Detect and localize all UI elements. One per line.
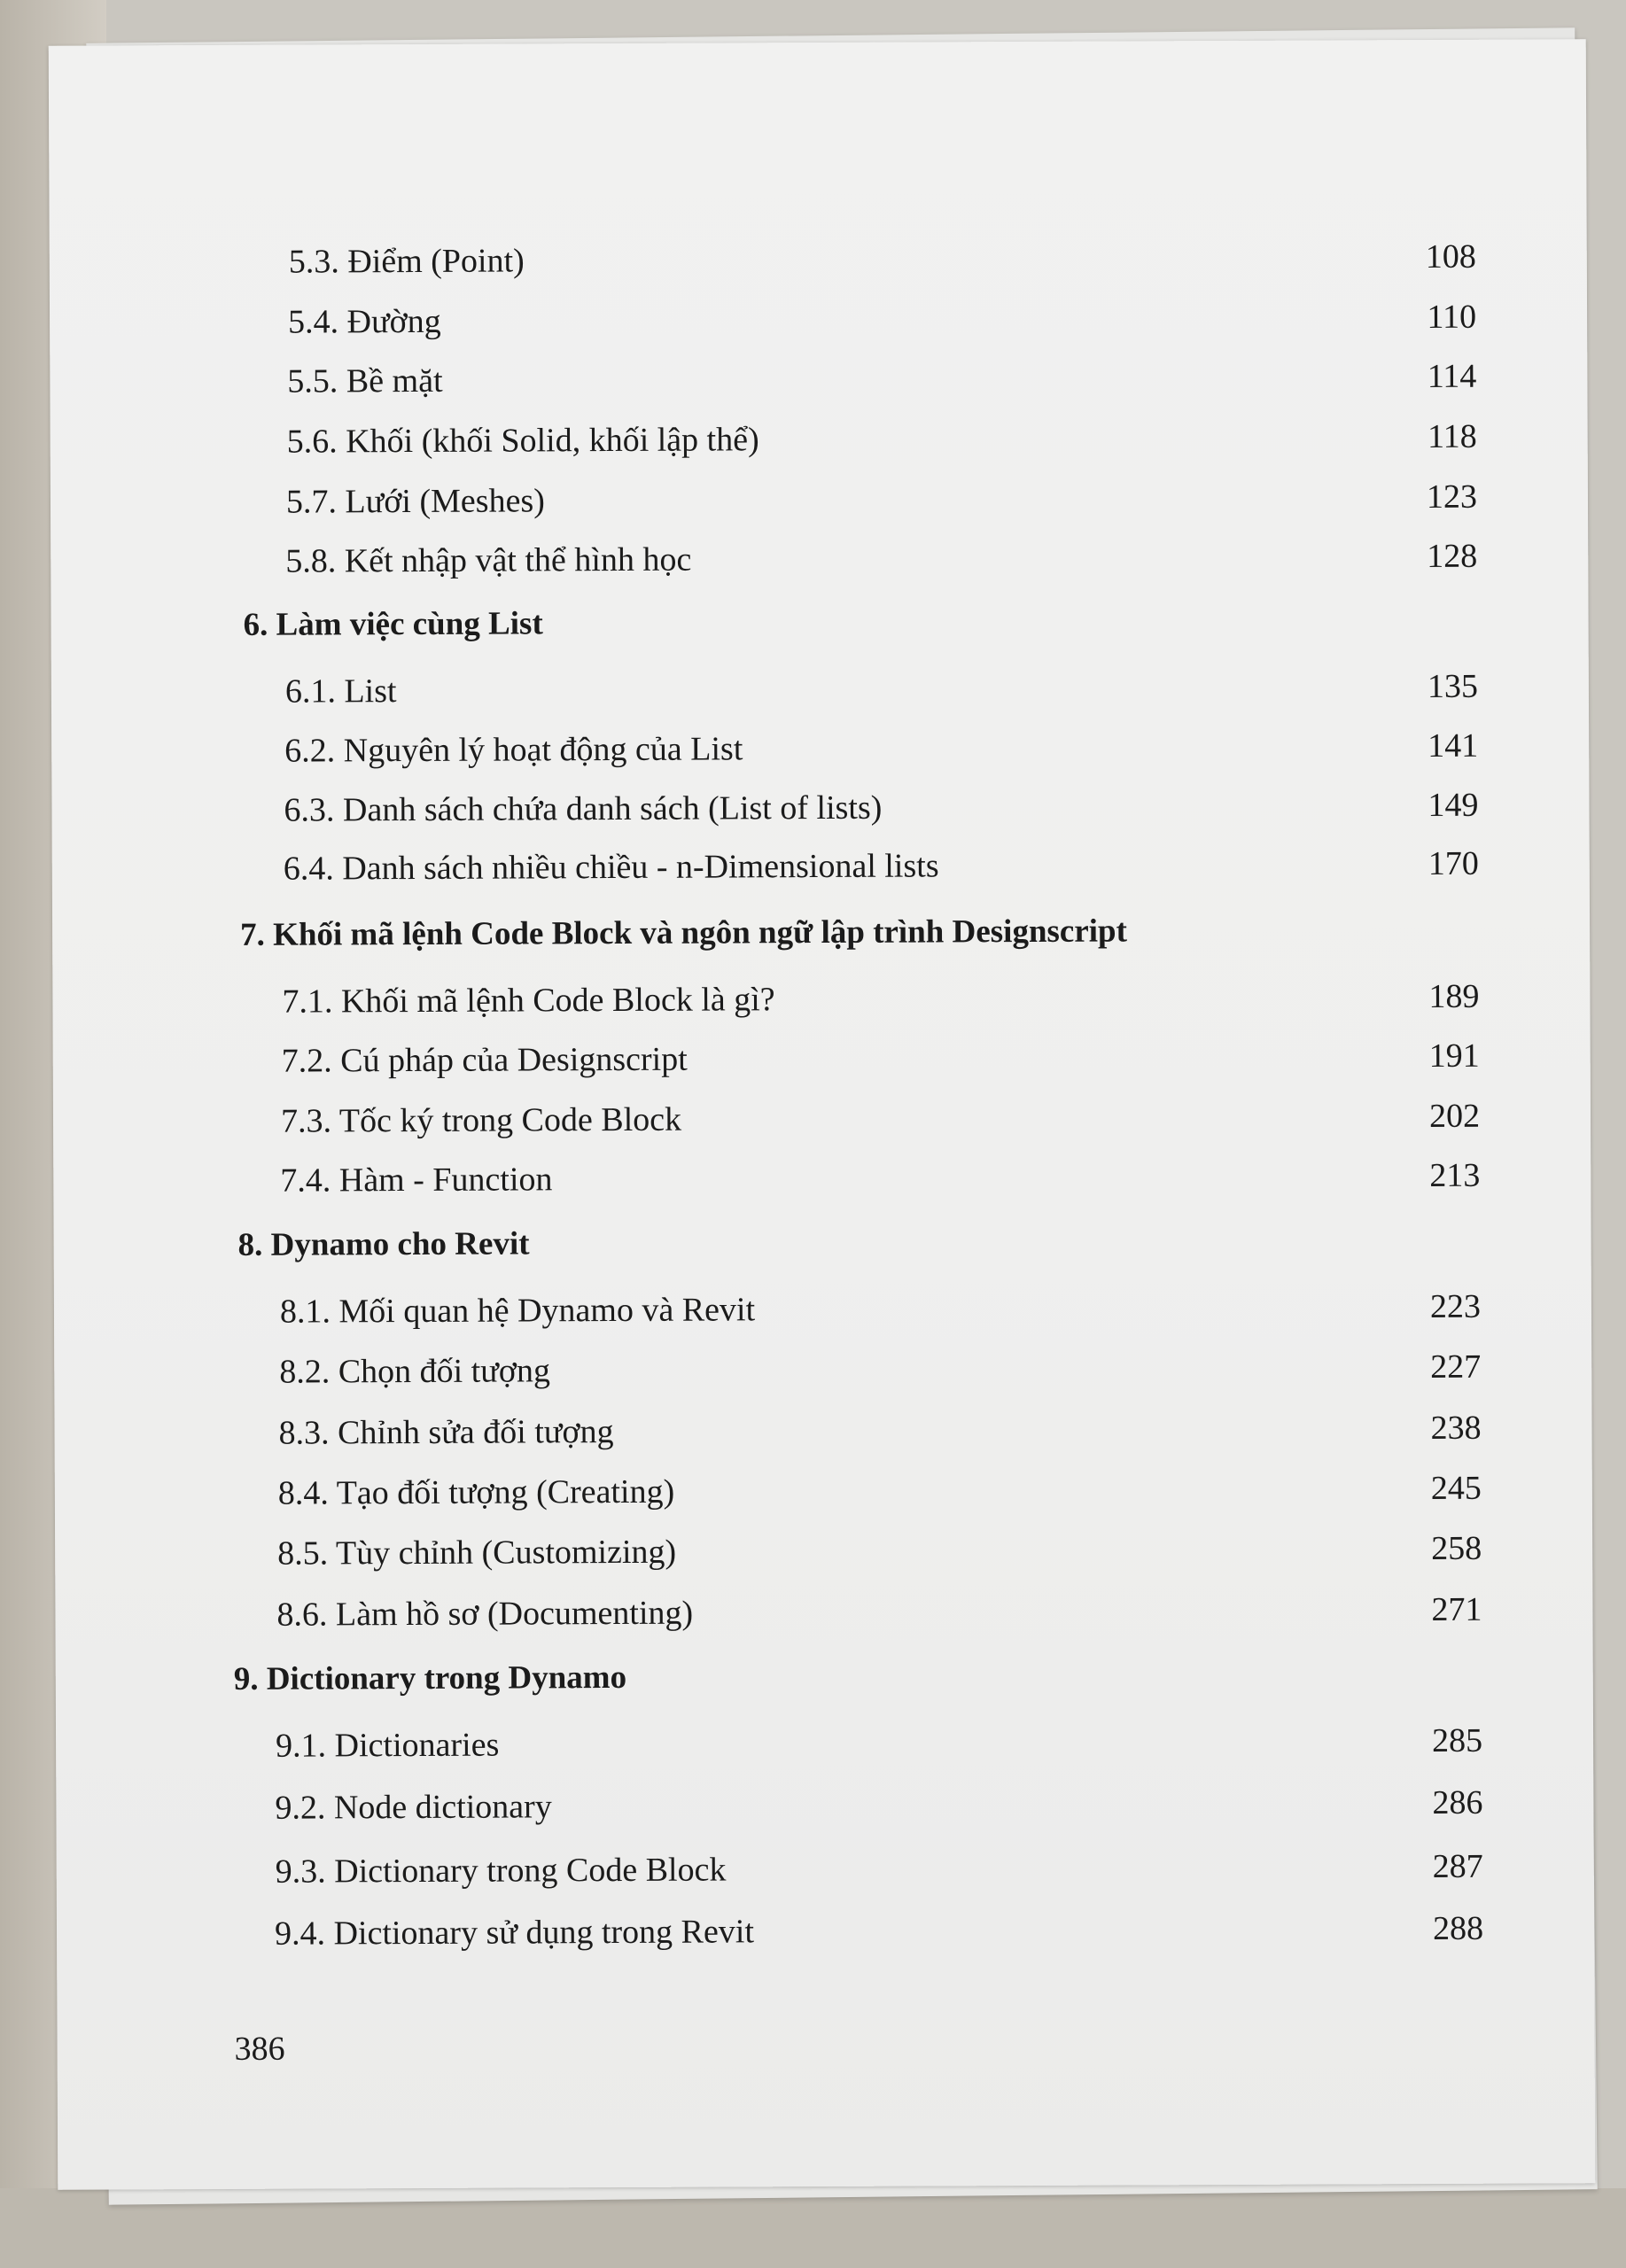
toc-entry <box>52 969 1590 1029</box>
toc-entry <box>53 1089 1591 1149</box>
toc-entry-page: 213 <box>1429 1156 1481 1195</box>
toc-entry <box>51 409 1588 470</box>
toc-entry-label: 8.5. Tùy chỉnh (Customizing) <box>277 1533 677 1573</box>
toc-chapter-heading <box>51 593 1588 653</box>
toc-entry-label: 5.8. Kết nhập vật thể hình học <box>285 540 692 580</box>
toc-entry <box>51 778 1589 838</box>
toc-entry-label: 9. Dictionary trong Dynamo <box>233 1658 627 1697</box>
toc-entry <box>54 1401 1591 1461</box>
toc-entry <box>52 836 1590 897</box>
toc-entry-page: 227 <box>1430 1348 1482 1386</box>
page-number: 386 <box>234 2030 285 2068</box>
toc-entry-label: 6.3. Danh sách chứa danh sách (List of lists) <box>284 788 883 829</box>
toc-entry-page: 149 <box>1428 786 1479 825</box>
toc-entry-label: 8.1. Mối quan hệ Dynamo và Revit <box>279 1291 756 1331</box>
toc-entry-label: 8. Dynamo cho Revit <box>237 1225 530 1263</box>
toc-entry-page: 118 <box>1427 417 1477 456</box>
toc-entry-page: 238 <box>1430 1409 1482 1448</box>
toc-entry-label: 5.7. Lưới (Meshes) <box>285 482 545 521</box>
toc-entry <box>50 229 1587 290</box>
toc-entry-label: 7. Khối mã lệnh Code Block và ngôn ngữ lập trình Designscript <box>240 913 1127 953</box>
toc-entry-page: 191 <box>1428 1037 1480 1076</box>
toc-entry-label: 8.3. Chỉnh sửa đối tượng <box>278 1413 614 1452</box>
toc-entry <box>51 718 1589 779</box>
toc-entry <box>51 659 1589 719</box>
toc-entry-page: 223 <box>1429 1287 1482 1326</box>
toc-entry-page: 141 <box>1428 726 1479 765</box>
toc-entry-label: 7.4. Hàm - Function <box>280 1161 553 1200</box>
toc-entry-page: 271 <box>1431 1590 1482 1629</box>
toc-entry-page: 110 <box>1427 298 1477 337</box>
toc-entry-page: 285 <box>1431 1721 1483 1760</box>
toc-entry <box>55 1521 1592 1581</box>
toc-entry <box>57 1901 1594 1961</box>
toc-entry-label: 5.3. Điểm (Point) <box>288 242 525 281</box>
toc-chapter-heading <box>52 903 1590 963</box>
toc-entry-page: 288 <box>1432 1909 1484 1947</box>
toc-entry <box>51 470 1588 530</box>
toc-entry-label: 5.6. Khối (khối Solid, khối lập thể) <box>286 421 759 461</box>
toc-entry-page: 189 <box>1428 977 1480 1016</box>
toc-entry-page: 170 <box>1428 844 1479 883</box>
toc-entry <box>51 529 1588 589</box>
toc-entry-label: 5.5. Bề mặt <box>287 361 443 400</box>
toc-entry-page: 108 <box>1425 237 1476 276</box>
toc-entry <box>54 1279 1591 1340</box>
toc-entry <box>57 1839 1594 1899</box>
toc-entry-label: 6. Làm việc cùng List <box>243 605 543 643</box>
toc-entry-label: 6.1. List <box>284 672 397 711</box>
toc-entry-page: 128 <box>1427 537 1478 576</box>
toc-entry <box>55 1582 1592 1643</box>
toc-entry-page: 286 <box>1432 1783 1483 1822</box>
toc-entry-label: 8.2. Chọn đối tượng <box>279 1352 551 1391</box>
toc-entry <box>56 1713 1593 1774</box>
toc-entry-page: 202 <box>1428 1097 1481 1136</box>
toc-entry-label: 8.4. Tạo đối tượng (Creating) <box>277 1472 675 1512</box>
toc-entry-page: 258 <box>1431 1529 1482 1568</box>
toc-entry <box>50 290 1587 350</box>
toc-entry-label: 7.2. Cú pháp của Designscript <box>281 1040 688 1080</box>
toc-entry-label: 9.1. Dictionaries <box>276 1726 500 1765</box>
toc-chapter-heading <box>54 1213 1591 1273</box>
toc-entry-label: 6.2. Nguyên lý hoạt động của List <box>284 730 743 770</box>
table-of-contents <box>49 39 1596 2190</box>
toc-entry <box>50 349 1587 409</box>
toc-entry <box>53 1148 1591 1208</box>
toc-entry-page: 287 <box>1432 1847 1483 1886</box>
toc-entry-label: 7.1. Khối mã lệnh Code Block là gì? <box>282 981 775 1021</box>
toc-entry-page: 123 <box>1426 478 1478 517</box>
toc-entry <box>56 1775 1593 1836</box>
book-page <box>49 39 1596 2190</box>
toc-entry-label: 9.2. Node dictionary <box>275 1788 552 1827</box>
toc-entry-label: 5.4. Đường <box>288 302 441 341</box>
toc-entry-label: 6.4. Danh sách nhiều chiều - n-Dimensional lists <box>283 847 939 888</box>
toc-entry-label: 7.3. Tốc ký trong Code Block <box>280 1100 682 1140</box>
toc-entry-label: 8.6. Làm hồ sơ (Documenting) <box>276 1594 694 1634</box>
toc-entry <box>55 1461 1592 1521</box>
toc-entry-page: 245 <box>1430 1469 1482 1508</box>
toc-chapter-heading <box>56 1647 1593 1707</box>
toc-entry-label: 9.4. Dictionary sử dụng trong Revit <box>274 1913 755 1953</box>
toc-entry-page: 114 <box>1427 357 1477 396</box>
toc-entry <box>54 1340 1591 1400</box>
toc-entry-page: 135 <box>1427 667 1478 706</box>
toc-entry-label: 9.3. Dictionary trong Code Block <box>275 1851 727 1891</box>
toc-entry <box>53 1029 1591 1089</box>
